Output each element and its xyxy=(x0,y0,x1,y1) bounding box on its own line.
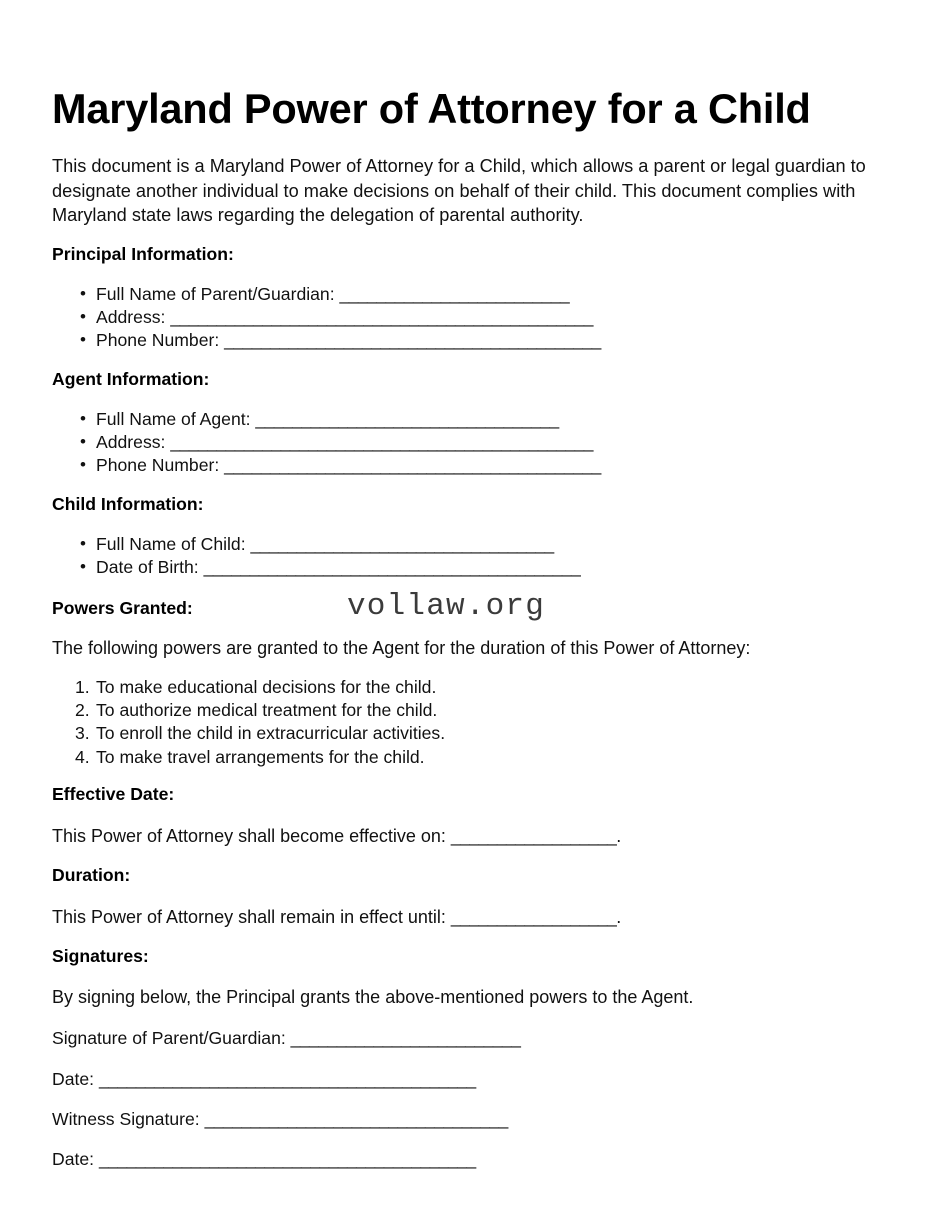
field-label: Address: xyxy=(96,432,166,453)
duration-label: This Power of Attorney shall remain in effect until: xyxy=(52,907,446,927)
field-label: Phone Number: xyxy=(96,330,220,351)
list-item: To enroll the child in extracurricular activities. xyxy=(96,723,446,744)
field-label: Phone Number: xyxy=(96,455,220,476)
list-item xyxy=(52,431,601,454)
signature-parent-guardian-line xyxy=(52,1026,520,1050)
effective-date-blank[interactable]: __________________ xyxy=(450,826,617,846)
signature-date-line-1 xyxy=(52,1067,476,1091)
field-blank[interactable]: _________________________________ xyxy=(255,409,559,429)
duration-terminator: . xyxy=(616,907,622,927)
duration-blank[interactable]: __________________ xyxy=(450,907,617,927)
field-blank[interactable]: _________________________________ xyxy=(250,534,554,554)
signature-label: Date: xyxy=(52,1069,95,1089)
page-title: Maryland Power of Attorney for a Child xyxy=(52,84,811,132)
duration-line xyxy=(52,905,621,929)
powers-granted-list xyxy=(52,676,445,769)
field-label: Full Name of Child: xyxy=(96,534,246,554)
signature-date-line-2 xyxy=(52,1147,476,1171)
signature-blank[interactable]: _________________________________________ xyxy=(98,1149,476,1169)
heading-powers-granted: Powers Granted: xyxy=(52,598,193,618)
field-label: Date of Birth: xyxy=(96,557,199,578)
signature-blank[interactable]: _________________________ xyxy=(290,1028,521,1048)
list-item xyxy=(52,533,580,556)
list-item: To make travel arrangements for the child. xyxy=(96,746,425,767)
heading-signatures: Signatures: xyxy=(52,946,149,966)
list-item: To make educational decisions for the child. xyxy=(96,677,437,697)
field-label: Full Name of Agent: xyxy=(96,409,251,429)
principal-information-list xyxy=(52,283,601,353)
witness-signature-line xyxy=(52,1107,508,1131)
field-blank[interactable]: _________________________________________ xyxy=(224,330,601,351)
effective-date-line xyxy=(52,824,621,848)
child-information-list xyxy=(52,533,580,579)
heading-duration: Duration: xyxy=(52,865,131,885)
field-label: Full Name of Parent/Guardian: xyxy=(96,284,335,304)
signature-label: Signature of Parent/Guardian: xyxy=(52,1028,286,1048)
effective-date-terminator: . xyxy=(616,826,622,846)
watermark-vollaw: vollaw.org xyxy=(347,589,546,624)
effective-date-label: This Power of Attorney shall become effective on: xyxy=(52,826,446,846)
intro-paragraph: This document is a Maryland Power of Attorney for a Child, which allows a parent or legal guardian to designate another individual to make decisions on behalf of their child. This document complies with Maryland state laws regarding the delegation of parental authority. xyxy=(52,156,866,226)
list-item xyxy=(52,556,580,579)
field-blank[interactable]: _________________________________________ xyxy=(203,557,581,578)
signature-label: Date: xyxy=(52,1149,95,1169)
list-item xyxy=(52,306,601,329)
field-blank[interactable]: _________________________ xyxy=(339,284,570,304)
signatures-statement: By signing below, the Principal grants the above-mentioned powers to the Agent. xyxy=(52,987,694,1007)
agent-information-list xyxy=(52,408,601,478)
field-blank[interactable]: ______________________________________________ xyxy=(170,432,593,453)
list-item: To authorize medical treatment for the child. xyxy=(96,700,438,721)
signature-label: Witness Signature: xyxy=(52,1109,200,1129)
field-blank[interactable]: ______________________________________________ xyxy=(170,307,593,328)
heading-principal-information: Principal Information: xyxy=(52,244,234,264)
field-blank[interactable]: _________________________________________ xyxy=(224,455,601,476)
signature-blank[interactable]: _________________________________ xyxy=(204,1109,508,1129)
list-item xyxy=(52,329,601,352)
list-item xyxy=(52,454,601,477)
heading-agent-information: Agent Information: xyxy=(52,369,210,389)
list-item xyxy=(52,408,601,431)
heading-child-information: Child Information: xyxy=(52,494,204,514)
field-label: Address: xyxy=(96,307,166,328)
heading-effective-date: Effective Date: xyxy=(52,784,175,804)
signature-blank[interactable]: _________________________________________ xyxy=(98,1069,476,1089)
list-item xyxy=(52,283,601,306)
powers-intro-text: The following powers are granted to the Agent for the duration of this Power of Attorney: xyxy=(52,638,751,658)
